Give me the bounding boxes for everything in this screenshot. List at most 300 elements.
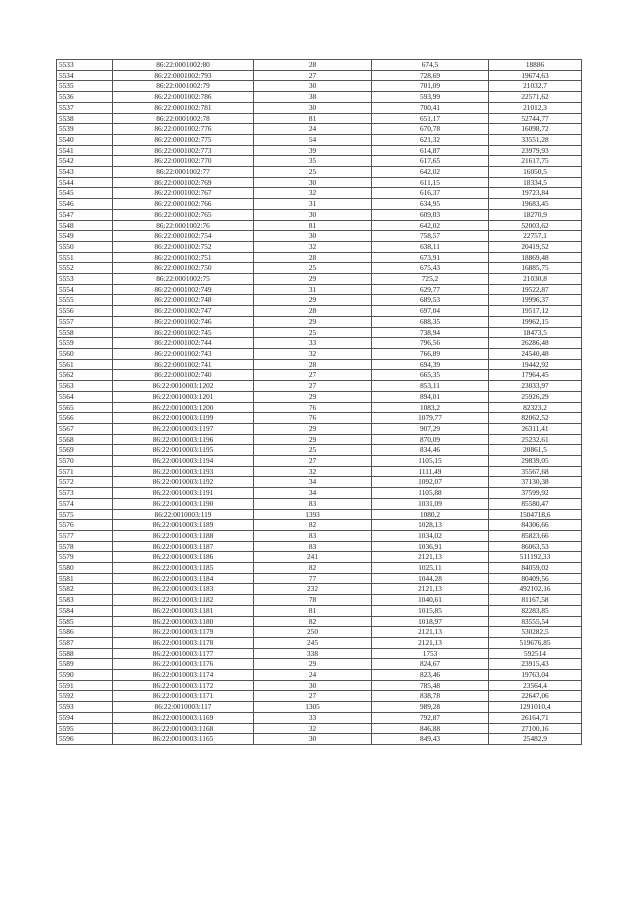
value-rate-cell: 785,48 bbox=[372, 680, 489, 691]
cadastral-number-cell: 86:22:0001002:765 bbox=[113, 209, 254, 220]
value-count-cell: 30 bbox=[254, 680, 372, 691]
value-count-cell: 28 bbox=[254, 252, 372, 263]
table-row bbox=[57, 209, 582, 220]
cadastral-number-cell: 86:22:0010003:1201 bbox=[113, 391, 254, 402]
value-count-cell: 24 bbox=[254, 670, 372, 681]
value-total-cell: 18869,48 bbox=[489, 252, 582, 263]
value-total-cell: 23979,93 bbox=[489, 145, 582, 156]
row-number-cell: 5567 bbox=[57, 423, 113, 434]
row-number-cell: 5575 bbox=[57, 509, 113, 520]
cadastral-number-cell: 86:22:0001002:80 bbox=[113, 60, 254, 71]
table-row bbox=[57, 231, 582, 242]
table-row bbox=[57, 381, 582, 392]
value-rate-cell: 2121,13 bbox=[372, 584, 489, 595]
table-row bbox=[57, 316, 582, 327]
row-number-cell: 5583 bbox=[57, 595, 113, 606]
cadastral-number-cell: 86:22:0010003:1197 bbox=[113, 423, 254, 434]
value-count-cell: 30 bbox=[254, 102, 372, 113]
value-rate-cell: 675,43 bbox=[372, 263, 489, 274]
value-rate-cell: 2121,13 bbox=[372, 552, 489, 563]
row-number-cell: 5549 bbox=[57, 231, 113, 242]
row-number-cell: 5559 bbox=[57, 338, 113, 349]
value-count-cell: 27 bbox=[254, 70, 372, 81]
cadastral-number-cell: 86:22:0010003:1177 bbox=[113, 648, 254, 659]
value-rate-cell: 634,95 bbox=[372, 199, 489, 210]
value-count-cell: 76 bbox=[254, 413, 372, 424]
value-count-cell: 32 bbox=[254, 723, 372, 734]
value-total-cell: 21030,8 bbox=[489, 274, 582, 285]
table-row bbox=[57, 712, 582, 723]
cadastral-number-cell: 86:22:0001002:769 bbox=[113, 177, 254, 188]
value-rate-cell: 1080,2 bbox=[372, 509, 489, 520]
value-rate-cell: 989,28 bbox=[372, 702, 489, 713]
row-number-cell: 5585 bbox=[57, 616, 113, 627]
cadastral-number-cell: 86:22:0010003:1176 bbox=[113, 659, 254, 670]
value-count-cell: 27 bbox=[254, 456, 372, 467]
value-total-cell: 519676,85 bbox=[489, 637, 582, 648]
value-total-cell: 511192,33 bbox=[489, 552, 582, 563]
cadastral-number-cell: 86:22:0001002:767 bbox=[113, 188, 254, 199]
table-row bbox=[57, 252, 582, 263]
value-count-cell: 31 bbox=[254, 199, 372, 210]
table-row bbox=[57, 359, 582, 370]
table-row bbox=[57, 691, 582, 702]
table-row bbox=[57, 306, 582, 317]
value-count-cell: 82 bbox=[254, 520, 372, 531]
value-rate-cell: 694,39 bbox=[372, 359, 489, 370]
cadastral-number-cell: 86:22:0010003:1181 bbox=[113, 605, 254, 616]
row-number-cell: 5572 bbox=[57, 477, 113, 488]
table-row bbox=[57, 134, 582, 145]
row-number-cell: 5564 bbox=[57, 391, 113, 402]
table-row bbox=[57, 702, 582, 713]
value-count-cell: 39 bbox=[254, 145, 372, 156]
table-row bbox=[57, 670, 582, 681]
row-number-cell: 5578 bbox=[57, 541, 113, 552]
value-count-cell: 232 bbox=[254, 584, 372, 595]
cadastral-number-cell: 86:22:0010003:1186 bbox=[113, 552, 254, 563]
value-rate-cell: 616,37 bbox=[372, 188, 489, 199]
table-row bbox=[57, 680, 582, 691]
row-number-cell: 5577 bbox=[57, 530, 113, 541]
value-rate-cell: 846,88 bbox=[372, 723, 489, 734]
table-row bbox=[57, 627, 582, 638]
row-number-cell: 5535 bbox=[57, 81, 113, 92]
cadastral-number-cell: 86:22:0001002:75 bbox=[113, 274, 254, 285]
table-row bbox=[57, 295, 582, 306]
row-number-cell: 5544 bbox=[57, 177, 113, 188]
value-rate-cell: 665,35 bbox=[372, 370, 489, 381]
value-total-cell: 18473,5 bbox=[489, 327, 582, 338]
row-number-cell: 5547 bbox=[57, 209, 113, 220]
table-row bbox=[57, 156, 582, 167]
value-total-cell: 24540,48 bbox=[489, 348, 582, 359]
cadastral-number-cell: 86:22:0010003:1202 bbox=[113, 381, 254, 392]
value-total-cell: 37130,38 bbox=[489, 477, 582, 488]
table-row bbox=[57, 338, 582, 349]
table-row bbox=[57, 434, 582, 445]
row-number-cell: 5543 bbox=[57, 167, 113, 178]
value-rate-cell: 1105,15 bbox=[372, 456, 489, 467]
value-total-cell: 23564,4 bbox=[489, 680, 582, 691]
row-number-cell: 5592 bbox=[57, 691, 113, 702]
table-row bbox=[57, 541, 582, 552]
value-count-cell: 38 bbox=[254, 92, 372, 103]
value-total-cell: 21032,7 bbox=[489, 81, 582, 92]
row-number-cell: 5552 bbox=[57, 263, 113, 274]
row-number-cell: 5588 bbox=[57, 648, 113, 659]
table-row bbox=[57, 284, 582, 295]
row-number-cell: 5554 bbox=[57, 284, 113, 295]
value-total-cell: 22757,1 bbox=[489, 231, 582, 242]
cadastral-number-cell: 86:22:0010003:1183 bbox=[113, 584, 254, 595]
value-total-cell: 33551,28 bbox=[489, 134, 582, 145]
cadastral-number-cell: 86:22:0001002:793 bbox=[113, 70, 254, 81]
value-total-cell: 25482,9 bbox=[489, 734, 582, 745]
cadastral-number-cell: 86:22:0001002:750 bbox=[113, 263, 254, 274]
table-row bbox=[57, 327, 582, 338]
value-rate-cell: 725,2 bbox=[372, 274, 489, 285]
table-row bbox=[57, 477, 582, 488]
cadastral-number-cell: 86:22:0001002:770 bbox=[113, 156, 254, 167]
cadastral-number-cell: 86:22:0001002:76 bbox=[113, 220, 254, 231]
cadastral-number-cell: 86:22:0010003:1169 bbox=[113, 712, 254, 723]
row-number-cell: 5595 bbox=[57, 723, 113, 734]
value-total-cell: 22571,62 bbox=[489, 92, 582, 103]
value-total-cell: 19683,45 bbox=[489, 199, 582, 210]
value-count-cell: 82 bbox=[254, 616, 372, 627]
table-row bbox=[57, 220, 582, 231]
value-rate-cell: 697,04 bbox=[372, 306, 489, 317]
table-row bbox=[57, 456, 582, 467]
table-row bbox=[57, 552, 582, 563]
value-count-cell: 78 bbox=[254, 595, 372, 606]
cadastral-number-cell: 86:22:0010003:1174 bbox=[113, 670, 254, 681]
value-count-cell: 28 bbox=[254, 60, 372, 71]
value-count-cell: 32 bbox=[254, 348, 372, 359]
cadastral-number-cell: 86:22:0010003:1196 bbox=[113, 434, 254, 445]
row-number-cell: 5589 bbox=[57, 659, 113, 670]
value-total-cell: 26311,41 bbox=[489, 423, 582, 434]
table-row bbox=[57, 498, 582, 509]
cadastral-number-cell: 86:22:0001002:746 bbox=[113, 316, 254, 327]
value-count-cell: 29 bbox=[254, 391, 372, 402]
row-number-cell: 5561 bbox=[57, 359, 113, 370]
row-number-cell: 5557 bbox=[57, 316, 113, 327]
value-total-cell: 82062,52 bbox=[489, 413, 582, 424]
cadastral-number-cell: 86:22:0010003:1168 bbox=[113, 723, 254, 734]
table-row bbox=[57, 423, 582, 434]
value-total-cell: 25926,29 bbox=[489, 391, 582, 402]
value-total-cell: 16050,5 bbox=[489, 167, 582, 178]
cadastral-number-cell: 86:22:0001002:752 bbox=[113, 241, 254, 252]
value-count-cell: 1393 bbox=[254, 509, 372, 520]
value-total-cell: 85580,47 bbox=[489, 498, 582, 509]
value-count-cell: 34 bbox=[254, 488, 372, 499]
value-count-cell: 245 bbox=[254, 637, 372, 648]
value-rate-cell: 1083,2 bbox=[372, 402, 489, 413]
value-count-cell: 25 bbox=[254, 263, 372, 274]
value-rate-cell: 1031,09 bbox=[372, 498, 489, 509]
value-rate-cell: 614,87 bbox=[372, 145, 489, 156]
value-count-cell: 82 bbox=[254, 563, 372, 574]
cadastral-number-cell: 86:22:0010003:1191 bbox=[113, 488, 254, 499]
table-row bbox=[57, 584, 582, 595]
value-rate-cell: 593,99 bbox=[372, 92, 489, 103]
value-count-cell: 54 bbox=[254, 134, 372, 145]
row-number-cell: 5560 bbox=[57, 348, 113, 359]
row-number-cell: 5546 bbox=[57, 199, 113, 210]
value-rate-cell: 823,46 bbox=[372, 670, 489, 681]
table-row bbox=[57, 199, 582, 210]
row-number-cell: 5569 bbox=[57, 445, 113, 456]
cadastral-number-cell: 86:22:0010003:1182 bbox=[113, 595, 254, 606]
cadastral-table bbox=[56, 59, 582, 745]
value-total-cell: 18334,5 bbox=[489, 177, 582, 188]
value-count-cell: 83 bbox=[254, 541, 372, 552]
value-count-cell: 338 bbox=[254, 648, 372, 659]
cadastral-number-cell: 86:22:0001002:776 bbox=[113, 124, 254, 135]
value-total-cell: 592514 bbox=[489, 648, 582, 659]
value-total-cell: 19442,92 bbox=[489, 359, 582, 370]
value-rate-cell: 1015,85 bbox=[372, 605, 489, 616]
table-row bbox=[57, 167, 582, 178]
value-count-cell: 34 bbox=[254, 477, 372, 488]
value-total-cell: 85823,66 bbox=[489, 530, 582, 541]
table-row bbox=[57, 274, 582, 285]
value-count-cell: 29 bbox=[254, 274, 372, 285]
value-total-cell: 492102,16 bbox=[489, 584, 582, 595]
table-row bbox=[57, 563, 582, 574]
table-row bbox=[57, 445, 582, 456]
row-number-cell: 5593 bbox=[57, 702, 113, 713]
cadastral-number-cell: 86:22:0001002:78 bbox=[113, 113, 254, 124]
value-count-cell: 32 bbox=[254, 241, 372, 252]
value-count-cell: 83 bbox=[254, 498, 372, 509]
value-rate-cell: 2121,13 bbox=[372, 637, 489, 648]
value-total-cell: 86063,53 bbox=[489, 541, 582, 552]
table-row bbox=[57, 241, 582, 252]
cadastral-number-cell: 86:22:0001002:743 bbox=[113, 348, 254, 359]
row-number-cell: 5587 bbox=[57, 637, 113, 648]
row-number-cell: 5542 bbox=[57, 156, 113, 167]
value-total-cell: 19522,87 bbox=[489, 284, 582, 295]
value-count-cell: 76 bbox=[254, 402, 372, 413]
value-total-cell: 80409,56 bbox=[489, 573, 582, 584]
cadastral-number-cell: 86:22:0010003:1180 bbox=[113, 616, 254, 627]
cadastral-number-cell: 86:22:0001002:79 bbox=[113, 81, 254, 92]
value-total-cell: 35567,68 bbox=[489, 466, 582, 477]
value-count-cell: 30 bbox=[254, 231, 372, 242]
value-rate-cell: 2121,13 bbox=[372, 627, 489, 638]
value-rate-cell: 1105,88 bbox=[372, 488, 489, 499]
value-rate-cell: 838,78 bbox=[372, 691, 489, 702]
value-total-cell: 19962,15 bbox=[489, 316, 582, 327]
table-row bbox=[57, 60, 582, 71]
table-row bbox=[57, 734, 582, 745]
cadastral-number-cell: 86:22:0001002:748 bbox=[113, 295, 254, 306]
value-total-cell: 84306,66 bbox=[489, 520, 582, 531]
cadastral-number-cell: 86:22:0010003:1190 bbox=[113, 498, 254, 509]
table-row bbox=[57, 391, 582, 402]
table-row bbox=[57, 659, 582, 670]
value-total-cell: 81167,58 bbox=[489, 595, 582, 606]
value-rate-cell: 758,57 bbox=[372, 231, 489, 242]
row-number-cell: 5590 bbox=[57, 670, 113, 681]
value-rate-cell: 1040,61 bbox=[372, 595, 489, 606]
table-row bbox=[57, 70, 582, 81]
value-total-cell: 19723,84 bbox=[489, 188, 582, 199]
value-rate-cell: 1092,07 bbox=[372, 477, 489, 488]
row-number-cell: 5541 bbox=[57, 145, 113, 156]
value-total-cell: 82283,85 bbox=[489, 605, 582, 616]
value-total-cell: 530282,5 bbox=[489, 627, 582, 638]
row-number-cell: 5551 bbox=[57, 252, 113, 263]
value-rate-cell: 642,02 bbox=[372, 167, 489, 178]
table-row bbox=[57, 605, 582, 616]
value-rate-cell: 642,02 bbox=[372, 220, 489, 231]
row-number-cell: 5534 bbox=[57, 70, 113, 81]
value-total-cell: 1291010,4 bbox=[489, 702, 582, 713]
value-total-cell: 18270,9 bbox=[489, 209, 582, 220]
row-number-cell: 5537 bbox=[57, 102, 113, 113]
row-number-cell: 5596 bbox=[57, 734, 113, 745]
row-number-cell: 5538 bbox=[57, 113, 113, 124]
value-total-cell: 16098,72 bbox=[489, 124, 582, 135]
cadastral-number-cell: 86:22:0001002:775 bbox=[113, 134, 254, 145]
cadastral-number-cell: 86:22:0010003:1194 bbox=[113, 456, 254, 467]
value-count-cell: 31 bbox=[254, 284, 372, 295]
value-count-cell: 29 bbox=[254, 434, 372, 445]
value-count-cell: 25 bbox=[254, 167, 372, 178]
value-total-cell: 20861,5 bbox=[489, 445, 582, 456]
value-total-cell: 1504718,6 bbox=[489, 509, 582, 520]
value-rate-cell: 670,78 bbox=[372, 124, 489, 135]
table-row bbox=[57, 92, 582, 103]
value-total-cell: 29839,05 bbox=[489, 456, 582, 467]
cadastral-number-cell: 86:22:0001002:745 bbox=[113, 327, 254, 338]
value-rate-cell: 1044,28 bbox=[372, 573, 489, 584]
value-total-cell: 25232,61 bbox=[489, 434, 582, 445]
table-body bbox=[57, 60, 582, 745]
row-number-cell: 5579 bbox=[57, 552, 113, 563]
value-rate-cell: 870,09 bbox=[372, 434, 489, 445]
value-rate-cell: 738,94 bbox=[372, 327, 489, 338]
value-total-cell: 27100,16 bbox=[489, 723, 582, 734]
cadastral-number-cell: 86:22:0001002:773 bbox=[113, 145, 254, 156]
value-rate-cell: 834,46 bbox=[372, 445, 489, 456]
row-number-cell: 5536 bbox=[57, 92, 113, 103]
value-rate-cell: 894,01 bbox=[372, 391, 489, 402]
table-row bbox=[57, 466, 582, 477]
cadastral-number-cell: 86:22:0010003:1188 bbox=[113, 530, 254, 541]
row-number-cell: 5550 bbox=[57, 241, 113, 252]
row-number-cell: 5563 bbox=[57, 381, 113, 392]
value-rate-cell: 853,11 bbox=[372, 381, 489, 392]
table-row bbox=[57, 520, 582, 531]
cadastral-number-cell: 86:22:0001002:766 bbox=[113, 199, 254, 210]
value-rate-cell: 766,89 bbox=[372, 348, 489, 359]
row-number-cell: 5566 bbox=[57, 413, 113, 424]
table-row bbox=[57, 145, 582, 156]
value-count-cell: 30 bbox=[254, 177, 372, 188]
value-count-cell: 32 bbox=[254, 466, 372, 477]
value-count-cell: 32 bbox=[254, 188, 372, 199]
cadastral-number-cell: 86:22:0010003:1172 bbox=[113, 680, 254, 691]
value-rate-cell: 689,53 bbox=[372, 295, 489, 306]
cadastral-number-cell: 86:22:0010003:1192 bbox=[113, 477, 254, 488]
table-row bbox=[57, 573, 582, 584]
cadastral-number-cell: 86:22:0001002:751 bbox=[113, 252, 254, 263]
value-total-cell: 22647,06 bbox=[489, 691, 582, 702]
value-count-cell: 30 bbox=[254, 209, 372, 220]
value-rate-cell: 824,67 bbox=[372, 659, 489, 670]
value-total-cell: 82323,2 bbox=[489, 402, 582, 413]
value-count-cell: 29 bbox=[254, 423, 372, 434]
value-rate-cell: 728,69 bbox=[372, 70, 489, 81]
cadastral-number-cell: 86:22:0001002:747 bbox=[113, 306, 254, 317]
value-count-cell: 241 bbox=[254, 552, 372, 563]
row-number-cell: 5571 bbox=[57, 466, 113, 477]
value-count-cell: 30 bbox=[254, 81, 372, 92]
cadastral-number-cell: 86:22:0010003:1165 bbox=[113, 734, 254, 745]
value-total-cell: 83555,54 bbox=[489, 616, 582, 627]
value-rate-cell: 907,29 bbox=[372, 423, 489, 434]
value-total-cell: 19674,63 bbox=[489, 70, 582, 81]
cadastral-number-cell: 86:22:0001002:744 bbox=[113, 338, 254, 349]
value-count-cell: 25 bbox=[254, 327, 372, 338]
row-number-cell: 5586 bbox=[57, 627, 113, 638]
value-total-cell: 20419,52 bbox=[489, 241, 582, 252]
row-number-cell: 5581 bbox=[57, 573, 113, 584]
table-row bbox=[57, 616, 582, 627]
value-rate-cell: 629,77 bbox=[372, 284, 489, 295]
row-number-cell: 5555 bbox=[57, 295, 113, 306]
row-number-cell: 5591 bbox=[57, 680, 113, 691]
table-row bbox=[57, 263, 582, 274]
value-count-cell: 81 bbox=[254, 220, 372, 231]
value-rate-cell: 1036,91 bbox=[372, 541, 489, 552]
cadastral-number-cell: 86:22:0010003:1200 bbox=[113, 402, 254, 413]
value-rate-cell: 1025,11 bbox=[372, 563, 489, 574]
value-total-cell: 16885,75 bbox=[489, 263, 582, 274]
value-total-cell: 18886 bbox=[489, 60, 582, 71]
table-row bbox=[57, 723, 582, 734]
cadastral-number-cell: 86:22:0010003:1199 bbox=[113, 413, 254, 424]
cadastral-number-cell: 86:22:0001002:77 bbox=[113, 167, 254, 178]
value-count-cell: 33 bbox=[254, 338, 372, 349]
row-number-cell: 5574 bbox=[57, 498, 113, 509]
value-count-cell: 35 bbox=[254, 156, 372, 167]
cadastral-number-cell: 86:22:0010003:119 bbox=[113, 509, 254, 520]
cadastral-number-cell: 86:22:0010003:1185 bbox=[113, 563, 254, 574]
row-number-cell: 5565 bbox=[57, 402, 113, 413]
value-count-cell: 25 bbox=[254, 445, 372, 456]
value-total-cell: 19517,12 bbox=[489, 306, 582, 317]
row-number-cell: 5539 bbox=[57, 124, 113, 135]
value-total-cell: 23033,97 bbox=[489, 381, 582, 392]
value-total-cell: 52003,62 bbox=[489, 220, 582, 231]
value-rate-cell: 700,41 bbox=[372, 102, 489, 113]
cadastral-number-cell: 86:22:0010003:1184 bbox=[113, 573, 254, 584]
table-row bbox=[57, 188, 582, 199]
row-number-cell: 5548 bbox=[57, 220, 113, 231]
value-count-cell: 250 bbox=[254, 627, 372, 638]
value-total-cell: 21012,3 bbox=[489, 102, 582, 113]
row-number-cell: 5540 bbox=[57, 134, 113, 145]
value-total-cell: 21617,75 bbox=[489, 156, 582, 167]
table-row bbox=[57, 509, 582, 520]
